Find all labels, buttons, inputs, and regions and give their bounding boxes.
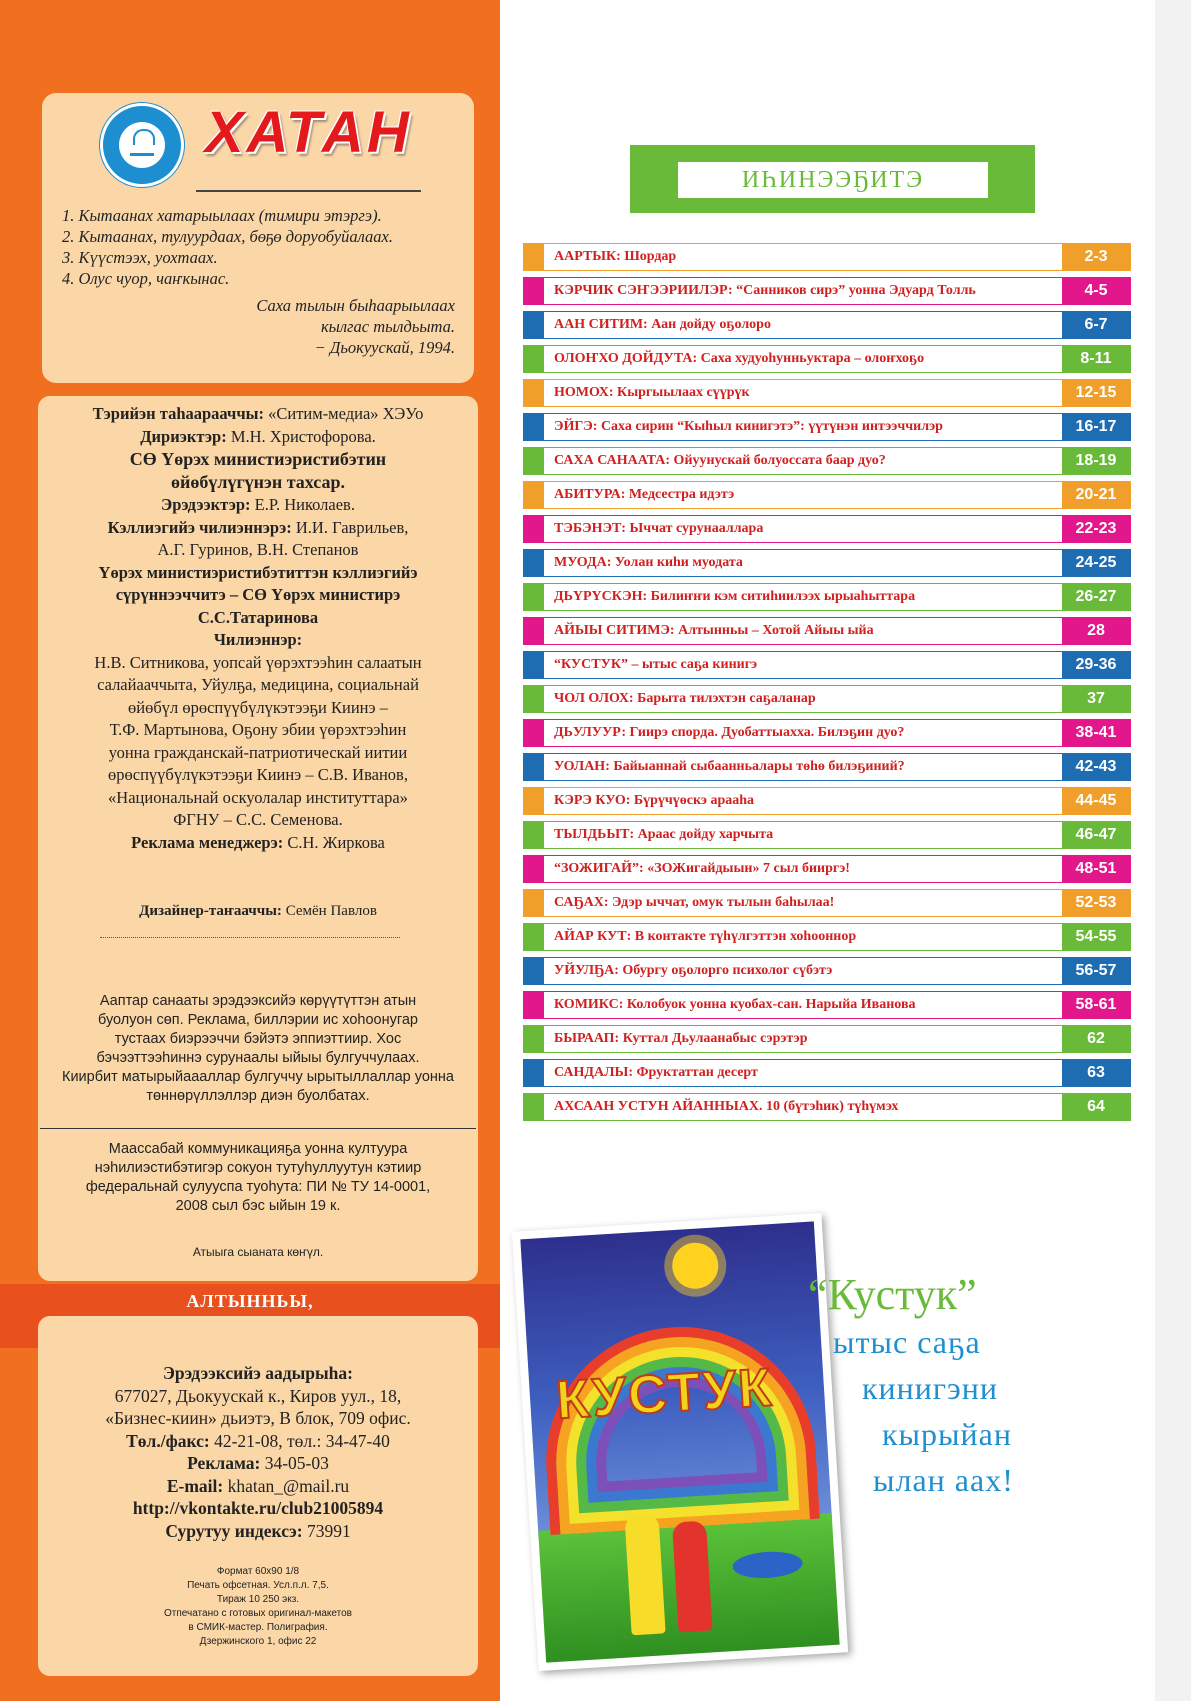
designer-line bbox=[45, 903, 471, 920]
toc-page-number: 48-51 bbox=[1062, 856, 1130, 882]
toc-page-number: 18-19 bbox=[1062, 448, 1130, 474]
toc-item-title: ЧОЛ ОЛОХ: Барыта тилэхтэн саҕаланар bbox=[554, 691, 816, 706]
toc-color-stripe bbox=[524, 1026, 544, 1052]
toc-page-number: 56-57 bbox=[1062, 958, 1130, 984]
phone-value: 42-21-08, төл.: 34-47-40 bbox=[214, 1430, 390, 1451]
email-label: E-mail: bbox=[166, 1475, 224, 1496]
kustuk-drawing bbox=[512, 1213, 848, 1671]
note-line: Маассабай коммуникацияҕа уонна култуура bbox=[108, 1141, 408, 1157]
member-line: Т.Ф. Мартынова, Оҕону эбии үөрэхтээһин bbox=[109, 720, 407, 739]
toc-item-title: НОМОХ: Кыргыылаах сүүрүк bbox=[554, 385, 750, 400]
right-margin-strip bbox=[1155, 0, 1191, 1701]
toc-color-stripe bbox=[524, 822, 544, 848]
toc-item-title: ДЬҮРҮСКЭН: Билиҥҥи кэм ситиһиилээх ырыаһыттара bbox=[554, 589, 916, 604]
toc-title: ИҺИНЭЭҔИТЭ bbox=[678, 162, 988, 198]
print-info bbox=[42, 1565, 474, 1649]
toc-color-stripe bbox=[524, 720, 544, 746]
toc-page-number: 12-15 bbox=[1062, 380, 1130, 406]
toc-row[interactable] bbox=[523, 413, 1131, 441]
board-value: И.И. Гаврильев, bbox=[295, 517, 409, 537]
director-line bbox=[45, 426, 471, 449]
toc-color-stripe bbox=[524, 584, 544, 610]
definition-line: 4. Олус чуор, чаҥкынас. bbox=[62, 269, 230, 288]
toc-row[interactable] bbox=[523, 685, 1131, 713]
promo-title: “Кустук” bbox=[808, 1270, 977, 1319]
print-line: Отпечатано с готовых оригинал-макетов bbox=[164, 1608, 352, 1619]
toc-color-stripe bbox=[524, 312, 544, 338]
secretary-text: С.С.Татаринова bbox=[197, 607, 319, 627]
founder-value: «Ситим-медиа» ХЭУо bbox=[268, 404, 424, 423]
index-value: 73991 bbox=[306, 1520, 351, 1541]
secretary-line bbox=[45, 607, 471, 630]
toc-page-number: 29-36 bbox=[1062, 652, 1130, 678]
secretary-text: Үөрэх министиэристибэтиттэн кэллиэгийэ bbox=[98, 562, 418, 582]
issue-month: АЛТЫННЬЫ, bbox=[186, 1291, 314, 1311]
toc-color-stripe bbox=[524, 448, 544, 474]
toc-row[interactable] bbox=[523, 345, 1131, 373]
toc-row[interactable] bbox=[523, 515, 1131, 543]
book-icon bbox=[130, 139, 154, 156]
toc-page-number: 8-11 bbox=[1062, 346, 1130, 372]
toc-page-number: 64 bbox=[1062, 1094, 1130, 1120]
toc-item-title: АБИТУРА: Медсестра идэтэ bbox=[554, 487, 735, 502]
founder-label: Тэрийэн таһаарааччы: bbox=[92, 404, 264, 423]
email-line bbox=[42, 1475, 474, 1498]
toc-item-title: АЙЫЫ СИТИМЭ: Алтынньы – Хотой Айыы ыйа bbox=[554, 623, 874, 638]
toc-page-number: 52-53 bbox=[1062, 890, 1130, 916]
toc-color-stripe bbox=[524, 652, 544, 678]
member-line: уонна гражданскай-патриотическай иитии bbox=[108, 742, 408, 762]
toc-page-number: 26-27 bbox=[1062, 584, 1130, 610]
toc-color-stripe bbox=[524, 550, 544, 576]
toc-page-number: 16-17 bbox=[1062, 414, 1130, 440]
staff-list bbox=[45, 403, 471, 854]
toc-item-title: АХСААН УСТУН АЙАННЫАХ. 10 (бүтэһик) түһүмэх bbox=[554, 1099, 899, 1114]
toc-page-number: 63 bbox=[1062, 1060, 1130, 1086]
toc-page-number: 37 bbox=[1062, 686, 1130, 712]
toc-item-title: АЙАР КУТ: В контакте түһүлгэттэн хоһооннор bbox=[554, 929, 857, 944]
website-link[interactable] bbox=[42, 1497, 474, 1520]
toc-row[interactable] bbox=[523, 651, 1131, 679]
toc-color-stripe bbox=[524, 482, 544, 508]
toc-color-stripe bbox=[524, 380, 544, 406]
member-line: Н.В. Ситникова, уопсай үөрэхтээһин салаатын bbox=[94, 652, 422, 672]
logo-underline bbox=[196, 190, 421, 192]
toc-row[interactable] bbox=[523, 379, 1131, 407]
table-of-contents bbox=[523, 243, 1131, 1127]
print-line: Формат 60x90 1/8 bbox=[216, 1566, 300, 1577]
website-url[interactable]: http://vkontakte.ru/club21005894 bbox=[132, 1498, 384, 1518]
founder-line bbox=[45, 403, 471, 426]
toc-page-number: 20-21 bbox=[1062, 482, 1130, 508]
member-line: «Национальнай оскуолалар институттара» bbox=[108, 787, 408, 807]
toc-row[interactable] bbox=[523, 583, 1131, 611]
toc-item-title: ТЭБЭНЭТ: Ыччат сурунааллара bbox=[554, 521, 764, 536]
definition-line: 3. Күүстээх, уохтаах. bbox=[62, 248, 218, 267]
toc-color-stripe bbox=[524, 414, 544, 440]
toc-page-number: 28 bbox=[1062, 618, 1130, 644]
toc-row[interactable] bbox=[523, 923, 1131, 951]
toc-item-title: ААН СИТИМ: Аан дойду оҕолоро bbox=[554, 317, 771, 332]
source-line: Саха тылын быһаарыылаах bbox=[256, 296, 455, 315]
designer-label: Дизайнер-таҥааччы: bbox=[139, 903, 282, 919]
ad-phone-line bbox=[42, 1452, 474, 1475]
phone-label: Төл./факс: bbox=[126, 1430, 210, 1451]
email-value[interactable]: khatan_@mail.ru bbox=[227, 1475, 350, 1496]
toc-color-stripe bbox=[524, 618, 544, 644]
ad-phone-label: Реклама: bbox=[187, 1453, 261, 1473]
promo-line: ытыс саҕа bbox=[833, 1324, 981, 1360]
toc-page-number: 6-7 bbox=[1062, 312, 1130, 338]
toc-color-stripe bbox=[524, 1060, 544, 1086]
toc-row[interactable] bbox=[523, 1025, 1131, 1053]
dotted-divider bbox=[100, 937, 400, 938]
toc-page-number: 46-47 bbox=[1062, 822, 1130, 848]
toc-page-number: 22-23 bbox=[1062, 516, 1130, 542]
toc-color-stripe bbox=[524, 958, 544, 984]
toc-color-stripe bbox=[524, 788, 544, 814]
support-line: өйөбүлүгүнэн тахсар. bbox=[171, 472, 345, 492]
toc-page-number: 42-43 bbox=[1062, 754, 1130, 780]
address-line: «Бизнес-киин» дьиэтэ, В блок, 709 офис. bbox=[105, 1408, 411, 1428]
promo-line: кинигэни bbox=[862, 1370, 999, 1406]
secretary-line bbox=[45, 584, 471, 607]
child-figure-boy bbox=[624, 1513, 665, 1635]
toc-color-stripe bbox=[524, 856, 544, 882]
note-line: тустаах биэрээччи бэйэтэ эппиэттиир. Хос bbox=[114, 1031, 402, 1047]
toc-item-title: УЙУЛҔА: Обургу оҕолорго психолог сүбэтэ bbox=[554, 963, 833, 978]
toc-page-number: 54-55 bbox=[1062, 924, 1130, 950]
toc-row[interactable] bbox=[523, 481, 1131, 509]
toc-page-number: 62 bbox=[1062, 1026, 1130, 1052]
toc-item-title: КЭРЭ КУО: Бүрүчүөскэ арааһа bbox=[554, 793, 755, 808]
toc-page-number: 2-3 bbox=[1062, 244, 1130, 270]
toc-item-title: “КУСТУК” – ытыс саҕа кинигэ bbox=[554, 657, 758, 672]
toc-row[interactable] bbox=[523, 957, 1131, 985]
note-line: Киирбит матырыйаааллар булгуччу ырытыллаллар уонна bbox=[62, 1069, 454, 1085]
toc-item-title: БЫРААП: Куттал Дьулаанабыс сэрэтэр bbox=[554, 1031, 808, 1046]
divider-line bbox=[40, 1128, 476, 1129]
toc-color-stripe bbox=[524, 278, 544, 304]
toc-row[interactable] bbox=[523, 549, 1131, 577]
toc-row[interactable] bbox=[523, 889, 1131, 917]
ministry-emblem bbox=[100, 103, 184, 187]
note-line: 2008 сыл бэс ыйын 19 к. bbox=[175, 1198, 341, 1214]
members-label: Чилиэннэр: bbox=[213, 630, 303, 649]
toc-color-stripe bbox=[524, 924, 544, 950]
member-line: ФГНУ – С.С. Семенова. bbox=[173, 810, 343, 829]
toc-color-stripe bbox=[524, 244, 544, 270]
phone-line bbox=[42, 1430, 474, 1453]
toc-color-stripe bbox=[524, 516, 544, 542]
toc-item-title: ТЫЛДЬЫТ: Араас дойду харчыта bbox=[554, 827, 774, 842]
toc-item-title: ААРТЫК: Шордар bbox=[554, 249, 677, 264]
member-line: өрөспүүбүлүкэтээҕи Киинэ – С.В. Иванов, bbox=[108, 765, 408, 784]
registration-note bbox=[40, 1140, 476, 1216]
definition-line: 2. Кытаанах, тулуурдаах, бөҕө доруобуйалаах. bbox=[62, 227, 393, 246]
toc-row[interactable] bbox=[523, 753, 1131, 781]
magazine-logo: ХАТАН bbox=[205, 100, 412, 165]
toc-item-title: ОЛОҤХО ДОЙДУТА: Саха худуоһунньуктара – олоҥхоҕо bbox=[554, 351, 925, 366]
toc-row[interactable] bbox=[523, 311, 1131, 339]
note-line: буолуон сөп. Реклама, биллэрии ис хоһоонугар bbox=[98, 1012, 418, 1028]
print-line: Дзержинского 1, офис 22 bbox=[199, 1636, 317, 1647]
toc-item-title: МУОДА: Уолан киһи муодата bbox=[554, 555, 743, 570]
editor-label: Эрэдээктэр: bbox=[161, 495, 251, 514]
toc-item-title: КОМИКС: Колобуок уонна куобах-сан. Нарыйа Иванова bbox=[554, 997, 916, 1012]
director-label: Дириэктэр: bbox=[140, 426, 227, 446]
toc-item-title: ЭЙГЭ: Саха сирин “Кыһыл кинигэтэ”: үүтүнэн интээччилэр bbox=[554, 419, 943, 434]
source-line: кылгас тылдьыта. bbox=[320, 317, 455, 336]
toc-row[interactable] bbox=[523, 991, 1131, 1019]
toc-row[interactable] bbox=[523, 243, 1131, 271]
toc-item-title: САХА САНААТА: Ойуунускай болуоссата баар дуо? bbox=[554, 453, 886, 468]
editor-line bbox=[45, 494, 471, 517]
toc-item-title: ДЬУЛУУР: Гиирэ спорда. Дуобаттыахха. Билэҕин дуо? bbox=[554, 725, 905, 740]
child-figure-girl bbox=[672, 1521, 713, 1633]
toc-item-title: САНДАЛЫ: Фруктаттан десерт bbox=[554, 1065, 758, 1080]
address-block bbox=[42, 1362, 474, 1542]
address-label: Эрэдээксийэ аадырыһа: bbox=[163, 1363, 353, 1383]
toc-row[interactable] bbox=[523, 719, 1131, 747]
index-line bbox=[42, 1520, 474, 1543]
note-line: бэчээттээһиннэ сурунаалы ыйыы булгуччулаах. bbox=[96, 1050, 420, 1066]
toc-color-stripe bbox=[524, 346, 544, 372]
ad-phone-value: 34-05-03 bbox=[264, 1453, 329, 1473]
toc-color-stripe bbox=[524, 890, 544, 916]
toc-row[interactable] bbox=[523, 277, 1131, 305]
address-heading bbox=[42, 1362, 474, 1385]
toc-row[interactable] bbox=[523, 1093, 1131, 1121]
toc-color-stripe bbox=[524, 1094, 544, 1120]
toc-color-stripe bbox=[524, 754, 544, 780]
editor-value: Е.Р. Николаев. bbox=[254, 495, 355, 514]
designer-value: Семён Павлов bbox=[285, 903, 377, 919]
toc-row[interactable] bbox=[523, 787, 1131, 815]
toc-item-title: “ЗОЖИГАЙ”: «ЗОЖигайдыын» 7 сыл бииргэ! bbox=[554, 861, 850, 876]
toc-row[interactable] bbox=[523, 855, 1131, 883]
toc-row[interactable] bbox=[523, 447, 1131, 475]
note-line: федеральнай сулууспа туоһута: ПИ № ТУ 14-0001, bbox=[85, 1179, 431, 1195]
support-line: СӨ Үөрэх министиэристибэтин bbox=[129, 449, 387, 469]
dictionary-source bbox=[170, 295, 455, 358]
source-line: − Дьокуускай, 1994. bbox=[314, 338, 455, 357]
index-label: Сурутуу индексэ: bbox=[165, 1520, 303, 1541]
board-line bbox=[45, 517, 471, 540]
board-label: Кэллиэгийэ чилиэннэрэ: bbox=[107, 517, 292, 537]
price-note: Атыыга сыаната көҥүл. bbox=[192, 1245, 324, 1259]
promo-line: ылан аах! bbox=[873, 1462, 1014, 1498]
secretary-text: сүрүннээччитэ – СӨ Үөрэх министирэ bbox=[115, 585, 401, 604]
toc-row[interactable] bbox=[523, 1059, 1131, 1087]
toc-row[interactable] bbox=[523, 617, 1131, 645]
director-value: М.Н. Христофорова. bbox=[230, 426, 376, 446]
ads-line bbox=[45, 832, 471, 855]
drawing-word: КУСТУК bbox=[554, 1357, 775, 1431]
authors-note bbox=[40, 992, 476, 1106]
toc-item-title: САҔАХ: Эдэр ыччат, омук тылын баһылаа! bbox=[554, 895, 835, 910]
note-line: төннөрүллэллэр диэн буолбатах. bbox=[146, 1088, 370, 1104]
print-line: Тираж 10 250 экз. bbox=[216, 1594, 300, 1605]
board-line: А.Г. Гуринов, В.Н. Степанов bbox=[157, 540, 359, 559]
toc-row[interactable] bbox=[523, 821, 1131, 849]
toc-item-title: УОЛАН: Байыаннай сыбаанньалары төһө билэҕиний? bbox=[554, 759, 905, 774]
ads-value: С.Н. Жиркова bbox=[287, 832, 385, 852]
word-definitions bbox=[60, 205, 460, 289]
promo-line: кырыйан bbox=[882, 1416, 1012, 1452]
toc-color-stripe bbox=[524, 992, 544, 1018]
note-line: нэһилиэстибэтигэр сокуон тутуһуллуутун кэтиир bbox=[94, 1160, 422, 1176]
note-line: Ааптар санааты эрэдээксийэ көрүүтүттэн атын bbox=[99, 993, 417, 1009]
toc-page-number: 44-45 bbox=[1062, 788, 1130, 814]
toc-page-number: 24-25 bbox=[1062, 550, 1130, 576]
toc-page-number: 38-41 bbox=[1062, 720, 1130, 746]
toc-page-number: 4-5 bbox=[1062, 278, 1130, 304]
definition-line: 1. Кытаанах хатарыылаах (тимири этэргэ). bbox=[62, 206, 382, 225]
ads-label: Реклама менеджерэ: bbox=[131, 832, 284, 852]
toc-page-number: 58-61 bbox=[1062, 992, 1130, 1018]
member-line: өйөбүл өрөспүүбүлүкэтээҕи Киинэ – bbox=[128, 697, 388, 717]
members-heading bbox=[45, 629, 471, 652]
print-line: в СМИК-мастер. Полиграфия. bbox=[188, 1622, 328, 1633]
print-line: Печать офсетная. Усл.п.л. 7,5. bbox=[187, 1580, 329, 1591]
secretary-line bbox=[45, 562, 471, 585]
toc-item-title: КЭРЧИК СЭҤЭЭРИИЛЭР: “Санников сирэ” уонна Эдуард Толль bbox=[554, 283, 976, 298]
toc-color-stripe bbox=[524, 686, 544, 712]
address-line: 677027, Дьокуускай к., Киров уул., 18, bbox=[114, 1385, 402, 1406]
member-line: салайааччыта, Уйулҕа, медицина, социальнай bbox=[97, 675, 419, 694]
